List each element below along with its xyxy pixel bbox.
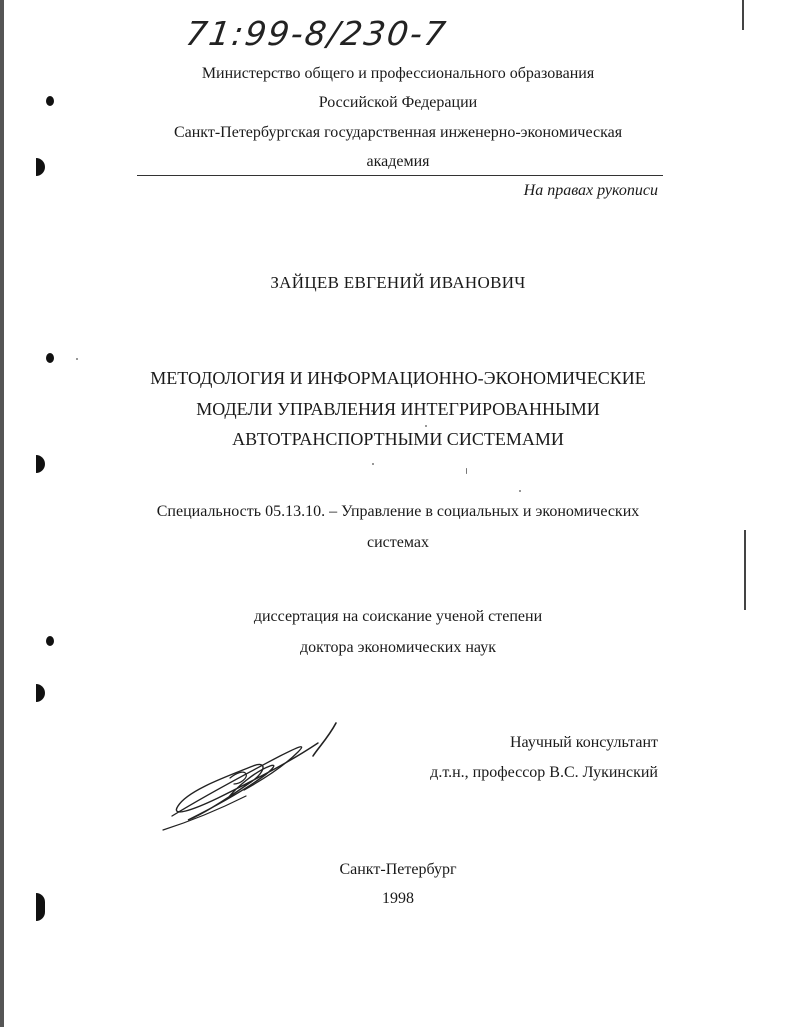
scan-speck (466, 468, 467, 474)
ministry-line-1: Министерство общего и профессионального образования (201, 65, 595, 82)
degree-line-2: доктора экономических наук (300, 639, 496, 656)
consultant-name: д.т.н., профессор В.С. Лукинский (430, 764, 658, 781)
scan-speck (372, 463, 374, 465)
scan-mark (36, 455, 45, 473)
manuscript-rights: На правах рукописи (523, 182, 658, 199)
consultant-label: Научный консультант (510, 734, 658, 751)
scan-speck (425, 425, 427, 427)
archive-number: 71:99-8/230-7 (183, 14, 450, 53)
academy-line-1: Санкт-Петербургская государственная инженерно-экономическая (173, 124, 623, 141)
author-name: ЗАЙЦЕВ ЕВГЕНИЙ ИВАНОВИЧ (270, 273, 526, 292)
scan-mark (46, 353, 54, 363)
city: Санкт-Петербург (339, 861, 457, 878)
handwritten-signature (158, 718, 348, 838)
header-divider (137, 175, 663, 176)
scan-speck (519, 490, 521, 492)
ministry-line-2: Российской Федерации (318, 94, 478, 111)
specialty-line-2: системах (367, 534, 429, 551)
scan-mark (36, 684, 45, 702)
title-line-3: АВТОТРАНСПОРТНЫМИ СИСТЕМАМИ (232, 429, 564, 449)
scan-right-edge (742, 0, 744, 30)
academy-line-2: академия (366, 153, 430, 170)
year: 1998 (382, 890, 414, 907)
title-line-1: МЕТОДОЛОГИЯ И ИНФОРМАЦИОННО-ЭКОНОМИЧЕСКИЕ (150, 368, 646, 388)
scan-speck (76, 358, 78, 360)
degree-line-1: диссертация на соискание ученой степени (253, 608, 543, 625)
title-line-2: МОДЕЛИ УПРАВЛЕНИЯ ИНТЕГРИРОВАННЫМИ (196, 399, 600, 419)
specialty-line-1: Специальность 05.13.10. – Управление в социальных и экономических (156, 503, 640, 520)
